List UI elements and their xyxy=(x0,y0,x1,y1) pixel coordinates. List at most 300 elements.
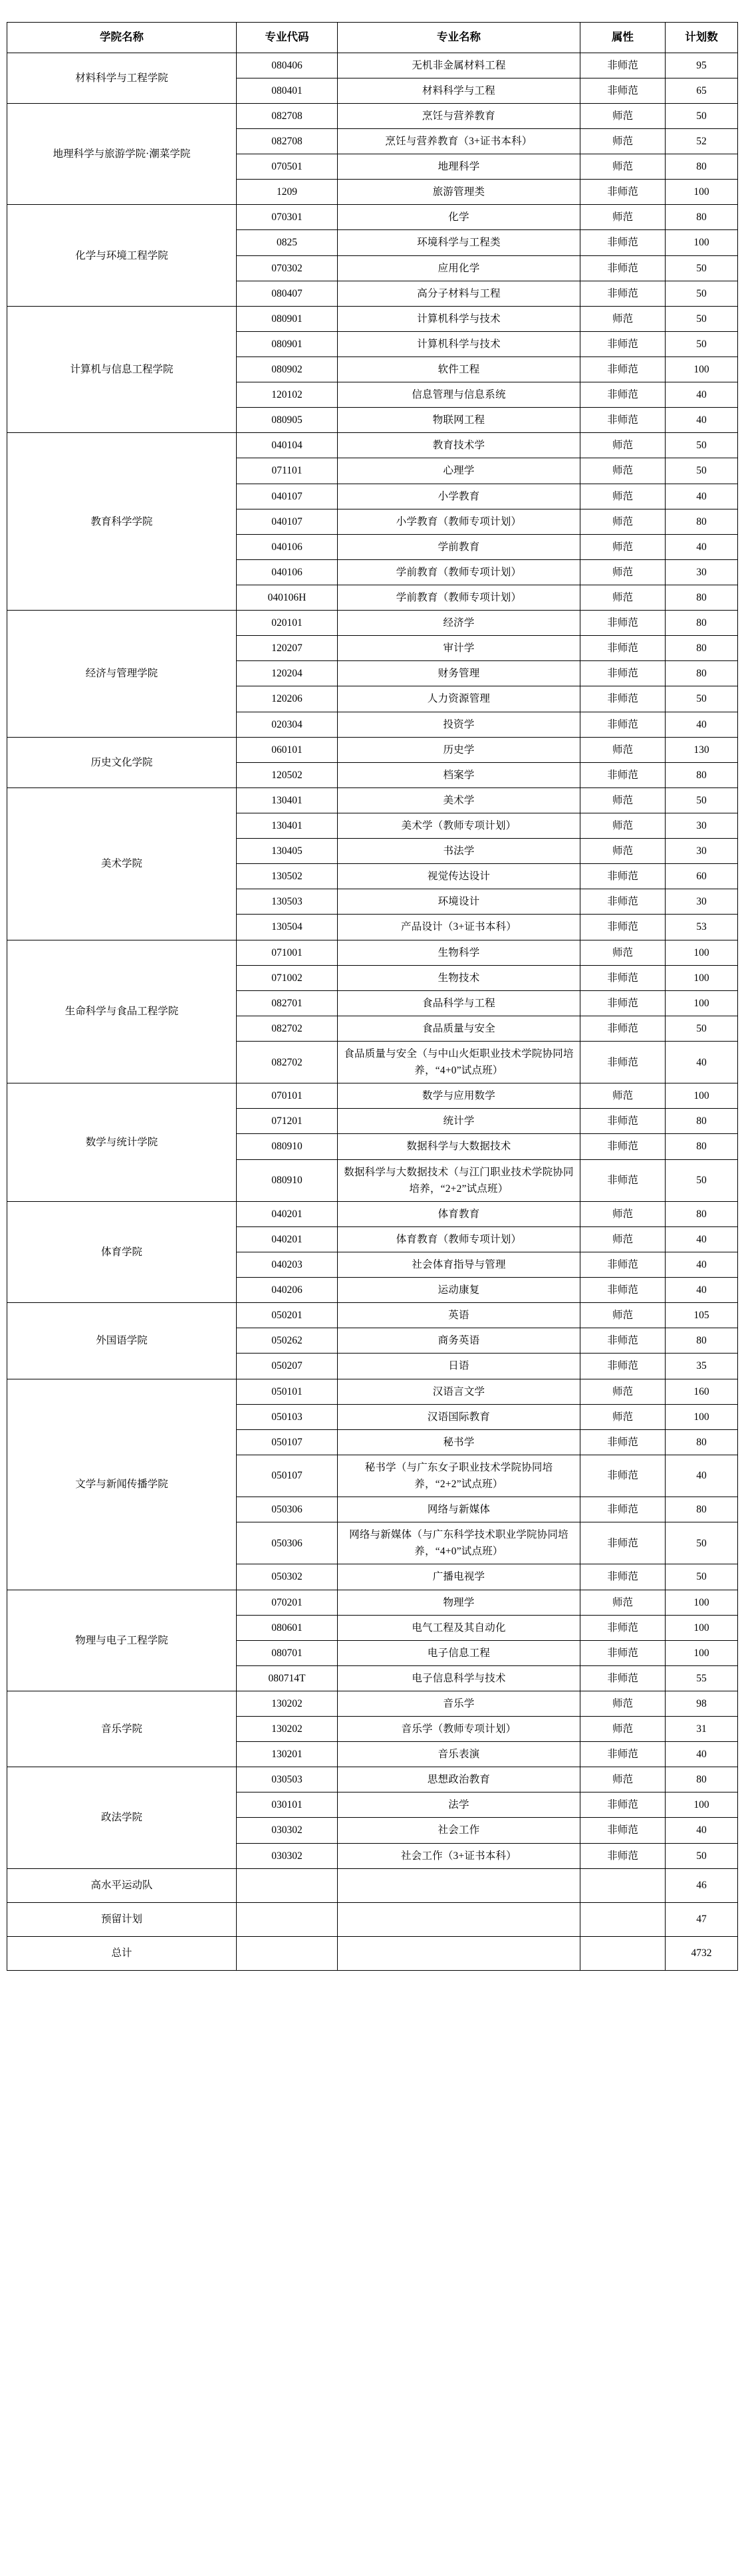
major-name-cell: 历史学 xyxy=(338,737,580,762)
major-code-cell: 082702 xyxy=(237,1016,338,1041)
major-name-cell: 日语 xyxy=(338,1354,580,1379)
major-code-cell: 030302 xyxy=(237,1818,338,1843)
plan-count-cell: 100 xyxy=(666,357,738,382)
table-body xyxy=(7,53,738,1970)
attribute-cell: 师范 xyxy=(580,787,666,813)
attribute-cell: 师范 xyxy=(580,1717,666,1742)
attribute-cell: 非师范 xyxy=(580,1615,666,1640)
plan-count-cell: 50 xyxy=(666,103,738,128)
plan-count-cell: 35 xyxy=(666,1354,738,1379)
attribute-cell: 师范 xyxy=(580,559,666,585)
attribute-cell: 非师范 xyxy=(580,180,666,205)
plan-count-cell: 40 xyxy=(666,1041,738,1083)
major-name-cell: 英语 xyxy=(338,1303,580,1328)
summary-plan-count-cell: 47 xyxy=(666,1902,738,1936)
plan-count-cell: 50 xyxy=(666,1843,738,1868)
summary-row xyxy=(7,1902,738,1936)
major-name-cell: 经济学 xyxy=(338,611,580,636)
attribute-cell: 非师范 xyxy=(580,636,666,661)
table-row xyxy=(7,1691,738,1716)
major-name-cell: 音乐学 xyxy=(338,1691,580,1716)
table-header xyxy=(7,23,738,53)
major-name-cell: 计算机科学与技术 xyxy=(338,331,580,357)
major-name-cell: 档案学 xyxy=(338,762,580,787)
major-code-cell: 080601 xyxy=(237,1615,338,1640)
plan-count-cell: 80 xyxy=(666,1328,738,1354)
table-row xyxy=(7,205,738,230)
major-code-cell: 082701 xyxy=(237,990,338,1016)
major-name-cell: 电气工程及其自动化 xyxy=(338,1615,580,1640)
plan-count-cell: 50 xyxy=(666,1522,738,1564)
plan-count-cell: 40 xyxy=(666,484,738,509)
attribute-cell: 师范 xyxy=(580,458,666,484)
major-name-cell: 小学教育 xyxy=(338,484,580,509)
major-code-cell: 130202 xyxy=(237,1717,338,1742)
major-code-cell: 082708 xyxy=(237,129,338,154)
summary-code-cell xyxy=(237,1868,338,1902)
attribute-cell: 师范 xyxy=(580,1767,666,1792)
attribute-cell: 师范 xyxy=(580,1201,666,1226)
major-name-cell: 汉语言文学 xyxy=(338,1379,580,1404)
attribute-cell: 非师范 xyxy=(580,1252,666,1277)
summary-row xyxy=(7,1868,738,1902)
major-name-cell: 法学 xyxy=(338,1792,580,1818)
table-row xyxy=(7,53,738,78)
plan-count-cell: 100 xyxy=(666,1083,738,1109)
major-name-cell: 体育教育（教师专项计划） xyxy=(338,1226,580,1252)
major-code-cell: 130201 xyxy=(237,1742,338,1767)
major-name-cell: 物理学 xyxy=(338,1590,580,1615)
major-name-cell: 环境科学与工程类 xyxy=(338,230,580,255)
column-header-major-name: 专业名称 xyxy=(338,23,580,53)
major-code-cell: 050306 xyxy=(237,1522,338,1564)
attribute-cell: 非师范 xyxy=(580,1792,666,1818)
major-name-cell: 计算机科学与技术 xyxy=(338,306,580,331)
major-code-cell: 130202 xyxy=(237,1691,338,1716)
attribute-cell: 非师范 xyxy=(580,611,666,636)
attribute-cell: 非师范 xyxy=(580,1429,666,1455)
major-name-cell: 信息管理与信息系统 xyxy=(338,382,580,408)
major-name-cell: 学前教育（教师专项计划） xyxy=(338,559,580,585)
major-name-cell: 美术学 xyxy=(338,787,580,813)
plan-count-cell: 40 xyxy=(666,1818,738,1843)
table-row xyxy=(7,1590,738,1615)
major-name-cell: 食品质量与安全（与中山火炬职业技术学院协同培养，“4+0”试点班） xyxy=(338,1041,580,1083)
table-row xyxy=(7,611,738,636)
major-name-cell: 美术学（教师专项计划） xyxy=(338,813,580,839)
header-row xyxy=(7,23,738,53)
major-code-cell: 130502 xyxy=(237,864,338,889)
enrollment-plan-table xyxy=(7,22,738,1971)
attribute-cell: 非师范 xyxy=(580,1354,666,1379)
major-code-cell: 1209 xyxy=(237,180,338,205)
plan-count-cell: 80 xyxy=(666,509,738,534)
major-code-cell: 040106 xyxy=(237,534,338,559)
major-code-cell: 030302 xyxy=(237,1843,338,1868)
plan-count-cell: 30 xyxy=(666,813,738,839)
plan-count-cell: 40 xyxy=(666,408,738,433)
college-name-cell: 数学与统计学院 xyxy=(7,1083,237,1202)
summary-major-cell xyxy=(338,1936,580,1970)
column-header-plan-count: 计划数 xyxy=(666,23,738,53)
major-code-cell: 130405 xyxy=(237,839,338,864)
college-name-cell: 物理与电子工程学院 xyxy=(7,1590,237,1691)
major-code-cell: 050101 xyxy=(237,1379,338,1404)
attribute-cell: 师范 xyxy=(580,737,666,762)
summary-label-cell: 预留计划 xyxy=(7,1902,237,1936)
table-row xyxy=(7,1379,738,1404)
attribute-cell: 非师范 xyxy=(580,661,666,686)
major-name-cell: 财务管理 xyxy=(338,661,580,686)
table-row xyxy=(7,306,738,331)
column-header-attribute: 属性 xyxy=(580,23,666,53)
major-name-cell: 社会工作（3+证书本科） xyxy=(338,1843,580,1868)
plan-count-cell: 100 xyxy=(666,1640,738,1665)
plan-count-cell: 80 xyxy=(666,611,738,636)
table-row xyxy=(7,1201,738,1226)
attribute-cell: 非师范 xyxy=(580,1134,666,1159)
plan-count-cell: 50 xyxy=(666,433,738,458)
major-name-cell: 秘书学（与广东女子职业技术学院协同培养，“2+2”试点班） xyxy=(338,1455,580,1497)
attribute-cell: 非师范 xyxy=(580,1640,666,1665)
major-name-cell: 人力资源管理 xyxy=(338,686,580,712)
plan-count-cell: 50 xyxy=(666,686,738,712)
attribute-cell: 师范 xyxy=(580,1083,666,1109)
major-code-cell: 060101 xyxy=(237,737,338,762)
attribute-cell: 非师范 xyxy=(580,230,666,255)
college-name-cell: 计算机与信息工程学院 xyxy=(7,306,237,433)
college-name-cell: 历史文化学院 xyxy=(7,737,237,787)
plan-count-cell: 80 xyxy=(666,762,738,787)
table-row xyxy=(7,1767,738,1792)
major-code-cell: 070201 xyxy=(237,1590,338,1615)
plan-count-cell: 65 xyxy=(666,78,738,103)
attribute-cell: 师范 xyxy=(580,306,666,331)
attribute-cell: 非师范 xyxy=(580,889,666,915)
attribute-cell: 师范 xyxy=(580,839,666,864)
attribute-cell: 师范 xyxy=(580,129,666,154)
summary-code-cell xyxy=(237,1936,338,1970)
major-code-cell: 080407 xyxy=(237,281,338,306)
attribute-cell: 非师范 xyxy=(580,864,666,889)
major-name-cell: 秘书学 xyxy=(338,1429,580,1455)
major-code-cell: 040106 xyxy=(237,559,338,585)
plan-count-cell: 30 xyxy=(666,889,738,915)
major-code-cell: 130503 xyxy=(237,889,338,915)
attribute-cell: 师范 xyxy=(580,940,666,965)
attribute-cell: 非师范 xyxy=(580,1016,666,1041)
attribute-cell: 师范 xyxy=(580,585,666,611)
major-code-cell: 050107 xyxy=(237,1429,338,1455)
plan-count-cell: 40 xyxy=(666,1742,738,1767)
plan-count-cell: 50 xyxy=(666,255,738,281)
plan-count-cell: 50 xyxy=(666,787,738,813)
plan-count-cell: 80 xyxy=(666,1429,738,1455)
major-code-cell: 130401 xyxy=(237,787,338,813)
plan-count-cell: 50 xyxy=(666,281,738,306)
major-code-cell: 120207 xyxy=(237,636,338,661)
major-name-cell: 烹饪与营养教育（3+证书本科） xyxy=(338,129,580,154)
attribute-cell: 非师范 xyxy=(580,281,666,306)
plan-count-cell: 100 xyxy=(666,1615,738,1640)
attribute-cell: 师范 xyxy=(580,1691,666,1716)
major-name-cell: 物联网工程 xyxy=(338,408,580,433)
major-name-cell: 学前教育（教师专项计划） xyxy=(338,585,580,611)
plan-count-cell: 50 xyxy=(666,1016,738,1041)
major-name-cell: 环境设计 xyxy=(338,889,580,915)
major-code-cell: 040203 xyxy=(237,1252,338,1277)
table-row xyxy=(7,1303,738,1328)
column-header-major-code: 专业代码 xyxy=(237,23,338,53)
major-code-cell: 040107 xyxy=(237,509,338,534)
plan-count-cell: 100 xyxy=(666,990,738,1016)
plan-count-cell: 100 xyxy=(666,1404,738,1429)
major-name-cell: 体育教育 xyxy=(338,1201,580,1226)
major-code-cell: 080401 xyxy=(237,78,338,103)
plan-count-cell: 30 xyxy=(666,559,738,585)
major-code-cell: 040104 xyxy=(237,433,338,458)
plan-count-cell: 50 xyxy=(666,1564,738,1590)
attribute-cell: 非师范 xyxy=(580,1843,666,1868)
major-code-cell: 050107 xyxy=(237,1455,338,1497)
major-code-cell: 040206 xyxy=(237,1278,338,1303)
attribute-cell: 非师范 xyxy=(580,762,666,787)
major-name-cell: 心理学 xyxy=(338,458,580,484)
plan-count-cell: 130 xyxy=(666,737,738,762)
college-name-cell: 政法学院 xyxy=(7,1767,237,1868)
major-code-cell: 071101 xyxy=(237,458,338,484)
plan-count-cell: 50 xyxy=(666,458,738,484)
major-code-cell: 040107 xyxy=(237,484,338,509)
table-row xyxy=(7,940,738,965)
attribute-cell: 非师范 xyxy=(580,1109,666,1134)
plan-count-cell: 40 xyxy=(666,534,738,559)
college-name-cell: 美术学院 xyxy=(7,787,237,940)
major-name-cell: 电子信息工程 xyxy=(338,1640,580,1665)
plan-count-cell: 40 xyxy=(666,712,738,737)
major-name-cell: 汉语国际教育 xyxy=(338,1404,580,1429)
major-name-cell: 学前教育 xyxy=(338,534,580,559)
major-code-cell: 082708 xyxy=(237,103,338,128)
major-name-cell: 书法学 xyxy=(338,839,580,864)
plan-count-cell: 80 xyxy=(666,585,738,611)
major-name-cell: 应用化学 xyxy=(338,255,580,281)
major-code-cell: 070301 xyxy=(237,205,338,230)
summary-attribute-cell xyxy=(580,1902,666,1936)
major-name-cell: 化学 xyxy=(338,205,580,230)
major-code-cell: 080406 xyxy=(237,53,338,78)
attribute-cell: 非师范 xyxy=(580,357,666,382)
summary-attribute-cell xyxy=(580,1868,666,1902)
plan-count-cell: 80 xyxy=(666,1201,738,1226)
major-name-cell: 网络与新媒体（与广东科学技术职业学院协同培养，“4+0”试点班） xyxy=(338,1522,580,1564)
major-name-cell: 食品质量与安全 xyxy=(338,1016,580,1041)
attribute-cell: 师范 xyxy=(580,1303,666,1328)
plan-count-cell: 80 xyxy=(666,661,738,686)
major-name-cell: 网络与新媒体 xyxy=(338,1497,580,1522)
summary-label-cell: 高水平运动队 xyxy=(7,1868,237,1902)
major-code-cell: 120102 xyxy=(237,382,338,408)
major-code-cell: 080905 xyxy=(237,408,338,433)
table-row xyxy=(7,787,738,813)
major-code-cell: 0825 xyxy=(237,230,338,255)
plan-count-cell: 100 xyxy=(666,965,738,990)
plan-count-cell: 80 xyxy=(666,1134,738,1159)
major-code-cell: 120206 xyxy=(237,686,338,712)
major-name-cell: 产品设计（3+证书本科） xyxy=(338,915,580,940)
major-name-cell: 运动康复 xyxy=(338,1278,580,1303)
plan-count-cell: 55 xyxy=(666,1665,738,1691)
major-name-cell: 数据科学与大数据技术 xyxy=(338,1134,580,1159)
attribute-cell: 非师范 xyxy=(580,990,666,1016)
major-name-cell: 商务英语 xyxy=(338,1328,580,1354)
plan-count-cell: 53 xyxy=(666,915,738,940)
plan-count-cell: 40 xyxy=(666,1252,738,1277)
attribute-cell: 非师范 xyxy=(580,1742,666,1767)
attribute-cell: 非师范 xyxy=(580,331,666,357)
plan-count-cell: 50 xyxy=(666,1159,738,1201)
major-code-cell: 071002 xyxy=(237,965,338,990)
college-name-cell: 教育科学学院 xyxy=(7,433,237,611)
major-code-cell: 120204 xyxy=(237,661,338,686)
major-name-cell: 旅游管理类 xyxy=(338,180,580,205)
table-row xyxy=(7,103,738,128)
attribute-cell: 非师范 xyxy=(580,1278,666,1303)
major-code-cell: 080902 xyxy=(237,357,338,382)
major-name-cell: 音乐学（教师专项计划） xyxy=(338,1717,580,1742)
major-name-cell: 高分子材料与工程 xyxy=(338,281,580,306)
summary-plan-count-cell: 46 xyxy=(666,1868,738,1902)
major-name-cell: 生物科学 xyxy=(338,940,580,965)
plan-count-cell: 80 xyxy=(666,1497,738,1522)
plan-count-cell: 80 xyxy=(666,154,738,180)
major-code-cell: 050262 xyxy=(237,1328,338,1354)
attribute-cell: 非师范 xyxy=(580,1497,666,1522)
attribute-cell: 师范 xyxy=(580,103,666,128)
attribute-cell: 师范 xyxy=(580,433,666,458)
attribute-cell: 师范 xyxy=(580,484,666,509)
major-code-cell: 050302 xyxy=(237,1564,338,1590)
plan-count-cell: 105 xyxy=(666,1303,738,1328)
attribute-cell: 非师范 xyxy=(580,1665,666,1691)
attribute-cell: 非师范 xyxy=(580,686,666,712)
major-name-cell: 社会工作 xyxy=(338,1818,580,1843)
attribute-cell: 非师范 xyxy=(580,382,666,408)
college-name-cell: 材料科学与工程学院 xyxy=(7,53,237,103)
major-code-cell: 130504 xyxy=(237,915,338,940)
plan-count-cell: 98 xyxy=(666,1691,738,1716)
attribute-cell: 师范 xyxy=(580,509,666,534)
college-name-cell: 体育学院 xyxy=(7,1201,237,1302)
major-code-cell: 071201 xyxy=(237,1109,338,1134)
plan-count-cell: 80 xyxy=(666,1767,738,1792)
major-name-cell: 审计学 xyxy=(338,636,580,661)
major-code-cell: 080714T xyxy=(237,1665,338,1691)
attribute-cell: 非师范 xyxy=(580,1522,666,1564)
major-code-cell: 030101 xyxy=(237,1792,338,1818)
college-name-cell: 化学与环境工程学院 xyxy=(7,205,237,306)
major-code-cell: 040106H xyxy=(237,585,338,611)
attribute-cell: 师范 xyxy=(580,1226,666,1252)
major-code-cell: 080901 xyxy=(237,331,338,357)
summary-label-cell: 总计 xyxy=(7,1936,237,1970)
table-row xyxy=(7,433,738,458)
summary-code-cell xyxy=(237,1902,338,1936)
major-code-cell: 040201 xyxy=(237,1201,338,1226)
major-name-cell: 材料科学与工程 xyxy=(338,78,580,103)
attribute-cell: 师范 xyxy=(580,534,666,559)
major-name-cell: 视觉传达设计 xyxy=(338,864,580,889)
major-code-cell: 020101 xyxy=(237,611,338,636)
plan-count-cell: 40 xyxy=(666,1226,738,1252)
major-name-cell: 社会体育指导与管理 xyxy=(338,1252,580,1277)
plan-count-cell: 40 xyxy=(666,1278,738,1303)
attribute-cell: 非师范 xyxy=(580,255,666,281)
major-name-cell: 音乐表演 xyxy=(338,1742,580,1767)
table-row xyxy=(7,737,738,762)
major-code-cell: 040201 xyxy=(237,1226,338,1252)
major-name-cell: 思想政治教育 xyxy=(338,1767,580,1792)
attribute-cell: 师范 xyxy=(580,154,666,180)
major-code-cell: 030503 xyxy=(237,1767,338,1792)
plan-count-cell: 40 xyxy=(666,382,738,408)
college-name-cell: 经济与管理学院 xyxy=(7,611,237,738)
major-code-cell: 080910 xyxy=(237,1134,338,1159)
major-name-cell: 广播电视学 xyxy=(338,1564,580,1590)
major-code-cell: 080910 xyxy=(237,1159,338,1201)
college-name-cell: 外国语学院 xyxy=(7,1303,237,1379)
attribute-cell: 非师范 xyxy=(580,1041,666,1083)
plan-count-cell: 80 xyxy=(666,1109,738,1134)
attribute-cell: 非师范 xyxy=(580,712,666,737)
major-name-cell: 生物技术 xyxy=(338,965,580,990)
plan-count-cell: 100 xyxy=(666,1590,738,1615)
plan-count-cell: 30 xyxy=(666,839,738,864)
major-code-cell: 050201 xyxy=(237,1303,338,1328)
major-name-cell: 统计学 xyxy=(338,1109,580,1134)
plan-count-cell: 60 xyxy=(666,864,738,889)
attribute-cell: 非师范 xyxy=(580,915,666,940)
attribute-cell: 非师范 xyxy=(580,1564,666,1590)
major-code-cell: 082702 xyxy=(237,1041,338,1083)
major-name-cell: 电子信息科学与技术 xyxy=(338,1665,580,1691)
attribute-cell: 非师范 xyxy=(580,53,666,78)
attribute-cell: 师范 xyxy=(580,1404,666,1429)
major-name-cell: 软件工程 xyxy=(338,357,580,382)
major-name-cell: 无机非金属材料工程 xyxy=(338,53,580,78)
major-code-cell: 120502 xyxy=(237,762,338,787)
major-name-cell: 地理科学 xyxy=(338,154,580,180)
attribute-cell: 师范 xyxy=(580,813,666,839)
attribute-cell: 非师范 xyxy=(580,1159,666,1201)
summary-attribute-cell xyxy=(580,1936,666,1970)
attribute-cell: 师范 xyxy=(580,1379,666,1404)
major-code-cell: 080901 xyxy=(237,306,338,331)
plan-count-cell: 100 xyxy=(666,1792,738,1818)
table-row xyxy=(7,1083,738,1109)
attribute-cell: 非师范 xyxy=(580,965,666,990)
summary-row xyxy=(7,1936,738,1970)
attribute-cell: 非师范 xyxy=(580,1455,666,1497)
major-code-cell: 071001 xyxy=(237,940,338,965)
major-code-cell: 070302 xyxy=(237,255,338,281)
major-name-cell: 食品科学与工程 xyxy=(338,990,580,1016)
plan-count-cell: 31 xyxy=(666,1717,738,1742)
attribute-cell: 非师范 xyxy=(580,1818,666,1843)
attribute-cell: 师范 xyxy=(580,1590,666,1615)
major-code-cell: 080701 xyxy=(237,1640,338,1665)
summary-plan-count-cell: 4732 xyxy=(666,1936,738,1970)
